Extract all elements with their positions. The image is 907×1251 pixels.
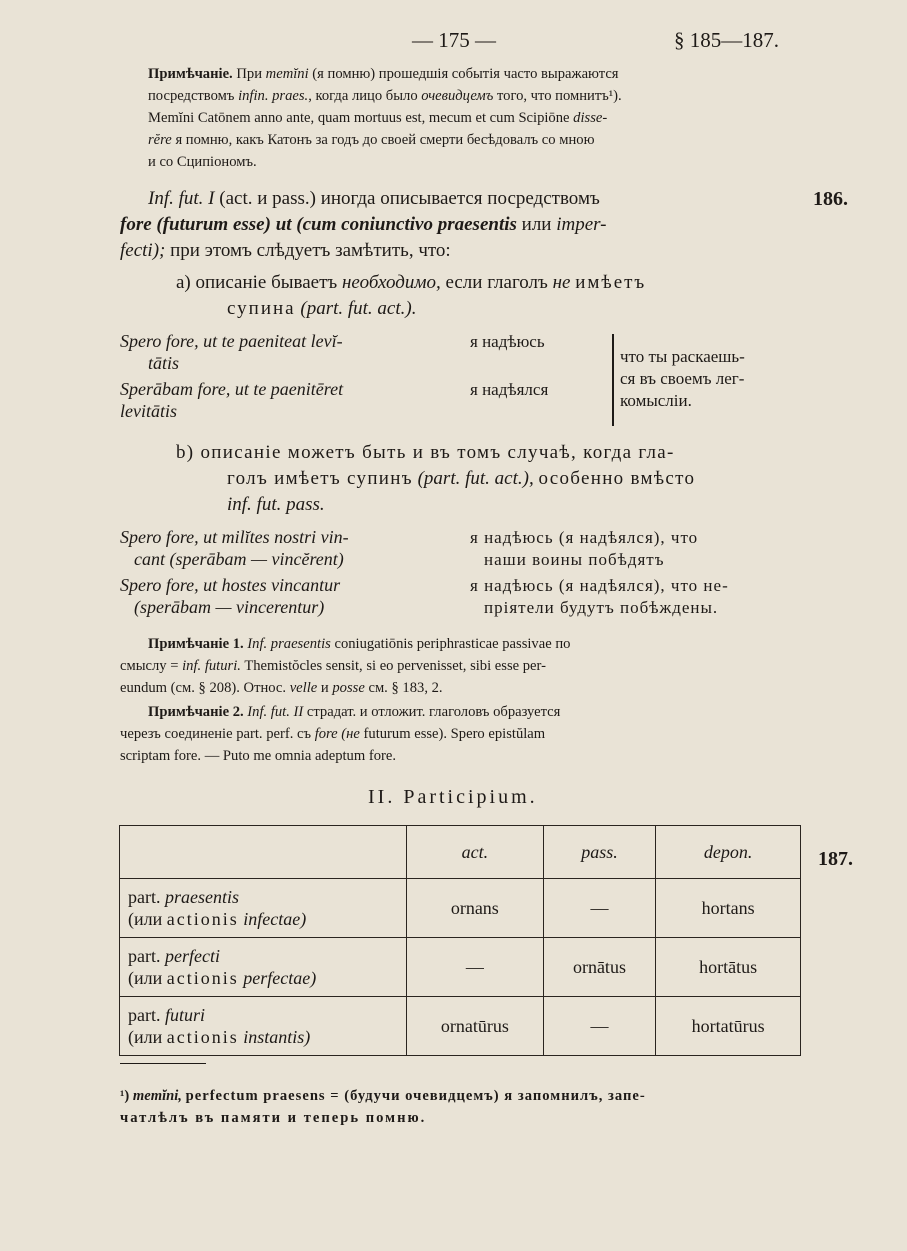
note-latin: Inf. praesentis xyxy=(247,636,331,652)
note-text: смыслу = xyxy=(120,658,179,674)
note-text: futurum esse). Spero epistŭlam xyxy=(363,726,546,742)
note-text: того, что помнитъ¹). xyxy=(496,88,622,104)
row-label-latin: perfecti xyxy=(164,946,220,966)
table-row xyxy=(120,879,801,938)
note-latin: Inf. fut. II xyxy=(247,704,304,720)
note-latin: disse- xyxy=(573,110,608,126)
note-latin: posse xyxy=(332,680,365,696)
term: fecti); xyxy=(120,240,166,261)
table-cell: — xyxy=(407,938,544,997)
row-sub-text: (или xyxy=(128,1027,163,1047)
note-latin: memĭni xyxy=(265,66,309,82)
example-ru: я надѣюсь (я надѣялся), что xyxy=(470,528,699,547)
table-header-row xyxy=(120,826,801,879)
row-sub-latin: perfectae) xyxy=(243,968,317,988)
term-bold: fore (futurum esse) ut (cum coniunctivo praesentis xyxy=(120,214,517,235)
item-a-line xyxy=(227,296,416,322)
row-label-text: part. xyxy=(128,946,161,966)
table-row-label xyxy=(120,997,407,1056)
example-latin: levitātis xyxy=(120,401,177,421)
note-line xyxy=(148,130,594,151)
row-label-text: part. xyxy=(128,887,161,907)
footnote-rule xyxy=(120,1063,206,1064)
example-latin: Sperābam fore, ut te paenitēret xyxy=(120,379,344,399)
brace-line xyxy=(612,334,614,426)
example-latin: (sperābam — vincerentur) xyxy=(134,597,325,617)
note-line xyxy=(148,702,560,723)
section-number-187: 187. xyxy=(818,848,853,870)
page-number: — 175 — xyxy=(412,28,496,52)
para-text: при этомъ слѣдуетъ замѣтить, что: xyxy=(170,240,451,261)
row-sub-text: actionis xyxy=(166,909,239,929)
participle-table xyxy=(119,825,801,1056)
note-text: При xyxy=(236,66,263,82)
term: (part. fut. act.), xyxy=(417,468,534,489)
note-line xyxy=(148,64,619,85)
example-latin: Spero fore, ut hostes vincantur xyxy=(120,575,341,595)
footnote-line xyxy=(120,1086,646,1107)
row-sub-text: actionis xyxy=(166,968,239,988)
table-cell: ornātus xyxy=(543,938,656,997)
note-line xyxy=(120,724,545,745)
table-cell: ornans xyxy=(407,879,544,938)
row-label-latin: praesentis xyxy=(164,887,239,907)
section-range: § 185—187. xyxy=(674,28,779,52)
row-sub-text: (или xyxy=(128,968,163,988)
example-ru: наши воины побѣдятъ xyxy=(484,550,665,569)
emphasis: не xyxy=(552,272,571,293)
para-text: если глаголъ xyxy=(445,272,548,293)
table-row xyxy=(120,997,801,1056)
note-line: и со Сципіономъ. xyxy=(148,154,257,170)
item-a-line xyxy=(176,270,646,296)
para-text: голъ имѣетъ супинъ xyxy=(227,468,413,489)
note-line xyxy=(148,86,622,107)
row-sub-text: actionis xyxy=(166,1027,239,1047)
table-cell: — xyxy=(543,879,656,938)
table-row xyxy=(120,938,801,997)
term: Inf. fut. I xyxy=(148,188,215,209)
table-header-cell: act. xyxy=(407,826,544,879)
note-text: eundum (см. § 208). Относ. xyxy=(120,680,287,696)
para-line xyxy=(148,186,600,212)
footnote-latin: memĭni, xyxy=(132,1088,182,1104)
table-header-cell: depon. xyxy=(656,826,801,879)
note-latin: velle xyxy=(289,680,318,696)
footnote-text: perfectum praesens = (будучи очевидцемъ) я запомнилъ, запе- xyxy=(185,1088,646,1104)
row-label-latin: futuri xyxy=(164,1005,205,1025)
note-text: и xyxy=(320,680,329,696)
note-label: Примѣчаніе 1. xyxy=(148,636,244,652)
emphasis: необходимо, xyxy=(341,272,441,293)
note-text: страдат. и отложит. глаголовъ образуется xyxy=(306,704,561,720)
table-header-cell: pass. xyxy=(543,826,656,879)
term: imper- xyxy=(556,214,607,235)
para-line xyxy=(120,238,451,264)
section-heading: II. Participium. xyxy=(368,786,538,808)
section-number-186: 186. xyxy=(813,188,848,210)
example-ru: я надѣюсь xyxy=(470,332,545,351)
note-line xyxy=(148,108,607,129)
table-cell: — xyxy=(543,997,656,1056)
note-line xyxy=(120,656,546,677)
note-label: Примѣчаніе. xyxy=(148,66,233,82)
note-text: черезъ соединеніе part. perf. съ xyxy=(120,726,312,742)
term: (part. fut. act.). xyxy=(300,298,417,319)
note-text: (я помню) прошедшія событія часто выражаются xyxy=(312,66,619,82)
para-text: a) описаніе бываетъ xyxy=(176,272,338,293)
para-line xyxy=(120,212,607,238)
row-sub-text: (или xyxy=(128,909,163,929)
note-text: , когда лицо было xyxy=(308,88,418,104)
table-row-label xyxy=(120,879,407,938)
para-text: (act. и pass.) иногда описывается посредствомъ xyxy=(219,188,600,209)
row-sub-latin: instantis) xyxy=(243,1027,311,1047)
note-latin: inf. futuri. xyxy=(182,658,241,674)
example-latin: Spero fore, ut te paeniteat levĭ- xyxy=(120,331,343,351)
example-latin: cant (sperābam — vincĕrent) xyxy=(134,549,344,569)
para-text: супина xyxy=(227,298,296,319)
footnote-line: чатлѣлъ въ памяти и теперь помню. xyxy=(120,1110,427,1126)
example-ru: пріятели будутъ побѣждены. xyxy=(484,598,719,617)
item-b-line: b) описаніе можетъ быть и въ томъ случаѣ, когда гла- xyxy=(176,442,675,463)
note-latin: infin. praes. xyxy=(238,88,309,104)
note-latin: rĕre xyxy=(148,132,172,148)
table-cell: ornatūrus xyxy=(407,997,544,1056)
item-b-line xyxy=(227,466,695,492)
table-cell: hortatūrus xyxy=(656,997,801,1056)
note-text: я помню, какъ Катонъ за годъ до своей смерти бесѣдовалъ со мною xyxy=(175,132,595,148)
table-corner-cell xyxy=(120,826,407,879)
note-text: coniugatiōnis periphrasticae passivae по xyxy=(334,636,571,652)
note-line xyxy=(120,678,443,699)
note-line: scriptam fore. — Puto me omnia adeptum fore. xyxy=(120,748,396,764)
table-cell: hortans xyxy=(656,879,801,938)
note-text: Themistŏcles sensit, si eo pervenisset, sibi esse per- xyxy=(244,658,546,674)
example-ru: ся въ своемъ лег- xyxy=(620,369,745,388)
example-latin: Spero fore, ut milĭtes nostri vin- xyxy=(120,527,349,547)
note-emphasis: очевидцемъ xyxy=(421,88,494,104)
footnote-mark: ¹) xyxy=(120,1088,130,1104)
row-label-text: part. xyxy=(128,1005,161,1025)
example-ru: что ты раскаешь- xyxy=(620,347,745,366)
note-latin: fore (не xyxy=(314,726,360,742)
table-cell: hortātus xyxy=(656,938,801,997)
note-latin-example: Memĭni Catōnem anno ante, quam mortuus est, mecum et cum Scipiōne xyxy=(148,110,570,126)
example-latin: tātis xyxy=(148,353,180,373)
item-b-line: inf. fut. pass. xyxy=(227,494,325,515)
para-text: имѣетъ xyxy=(575,272,647,293)
example-ru: я надѣялся xyxy=(470,380,549,399)
note-text: посредствомъ xyxy=(148,88,235,104)
para-text: или xyxy=(521,214,552,235)
row-sub-latin: infectae) xyxy=(243,909,307,929)
note-label: Примѣчаніе 2. xyxy=(148,704,244,720)
example-ru: я надѣюсь (я надѣялся), что не- xyxy=(470,576,729,595)
example-ru: комысліи. xyxy=(620,391,692,410)
table-row-label xyxy=(120,938,407,997)
para-text: особенно вмѣсто xyxy=(538,468,696,489)
note-text: см. § 183, 2. xyxy=(368,680,443,696)
note-line xyxy=(148,634,570,655)
